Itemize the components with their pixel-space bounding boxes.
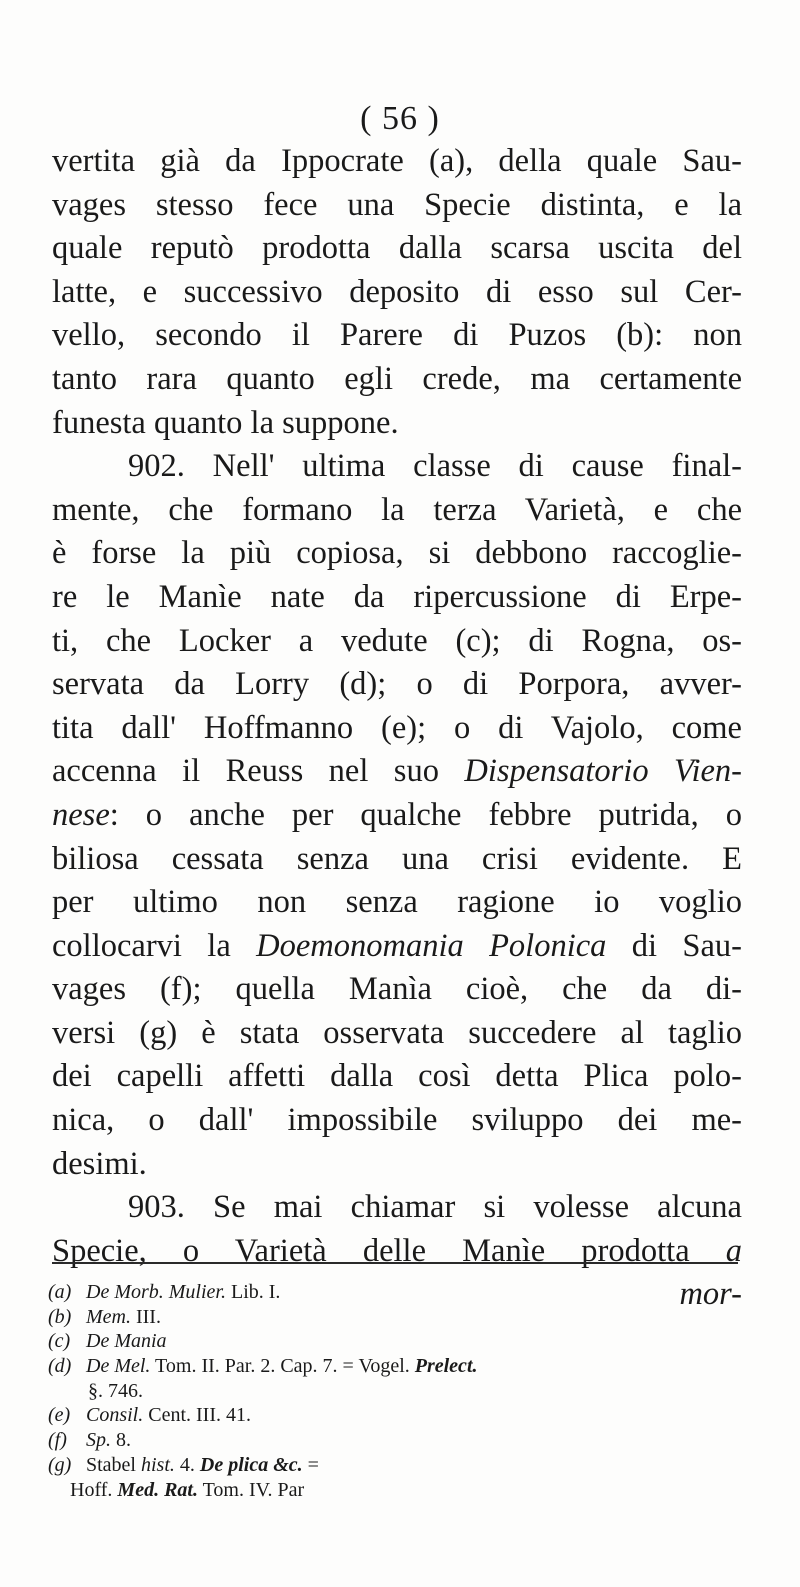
- text-line: servata da Lorry (d); o di Porpora, avver-: [52, 666, 742, 703]
- text-line: è forse la più copiosa, si debbono raccoglie-: [52, 535, 742, 572]
- footnote-mark: (f): [48, 1429, 67, 1452]
- text-line: [52, 794, 742, 838]
- italic-title: Dispensatorio Vien-: [464, 753, 742, 790]
- text-segment: collocarvi la: [52, 927, 257, 964]
- italic-word: a: [725, 1232, 742, 1269]
- text-line: latte, e successivo deposito di esso sul Cer-: [52, 273, 742, 310]
- footnote-ref: Med. Rat.: [117, 1478, 198, 1501]
- footnote-ref: Prelect.: [414, 1355, 478, 1378]
- footnote-mark: (c): [48, 1330, 71, 1353]
- text-line: funesta quanto la suppone.: [52, 404, 399, 441]
- text-line: quale reputò prodotta dalla scarsa uscita del: [52, 230, 742, 267]
- text-line: vages stesso fece una Specie distinta, e la: [52, 186, 742, 223]
- footnote-ref: Consil.: [86, 1404, 144, 1427]
- text-segment: accenna il Reuss nel suo: [52, 753, 465, 790]
- footnote-text: Hoff.: [70, 1478, 118, 1501]
- footnote-e: [48, 1403, 748, 1428]
- text-line: versi (g) è stata osservata succedere al taglio: [52, 1014, 742, 1051]
- text-line: per ultimo non senza ragione io voglio: [52, 884, 742, 921]
- footnote-ref: hist.: [141, 1453, 175, 1476]
- footnote-text: =: [302, 1453, 319, 1476]
- italic-title: Doemonomania Polonica: [256, 927, 607, 964]
- footnotes: [48, 1280, 748, 1502]
- text-line: nica, o dall' impossibile sviluppo dei me-: [52, 1102, 742, 1139]
- footnote-rule: [52, 1262, 738, 1264]
- page-number: ( 56 ): [360, 100, 440, 137]
- text-line: vages (f); quella Manìa cioè, che da di-: [52, 971, 742, 1008]
- footnote-ref: Mem.: [86, 1305, 131, 1328]
- text-line: [52, 750, 742, 794]
- text-line: tanto rara quanto egli crede, ma certamente: [52, 360, 742, 397]
- footnote-ref: De plica &c.: [199, 1453, 303, 1476]
- footnote-c: [48, 1329, 748, 1354]
- text-line: vertita già da Ippocrate (a), della quale Sau-: [52, 143, 742, 179]
- footnote-d: [48, 1354, 748, 1379]
- text-line: mente, che formano la terza Varietà, e che: [52, 491, 742, 528]
- main-text: [52, 140, 742, 1317]
- footnote-a: [48, 1280, 748, 1305]
- text-segment: di Sau-: [606, 927, 742, 964]
- footnote-text: 8.: [111, 1429, 131, 1452]
- footnote-g: [48, 1453, 748, 1478]
- footnote-g-continued: [48, 1478, 748, 1503]
- footnote-mark: (g): [48, 1453, 72, 1476]
- footnote-mark: (b): [48, 1305, 72, 1328]
- italic-title: nese: [52, 796, 110, 833]
- catchword-text: mor-: [679, 1276, 742, 1313]
- text-line: [52, 925, 742, 969]
- text-line: ti, che Locker a vedute (c); di Rogna, os-: [52, 622, 742, 659]
- text-line: re le Manìe nate da ripercussione di Erpe-: [52, 578, 742, 615]
- footnote-mark: (e): [48, 1404, 71, 1427]
- footnote-text: III.: [130, 1305, 161, 1328]
- footnote-text: Tom. IV. Par: [197, 1478, 305, 1501]
- footnote-d-continued: §. 746.: [88, 1379, 143, 1402]
- footnote-f: [48, 1428, 748, 1453]
- text-segment: : o anche per qualche febbre putrida, o: [109, 796, 742, 833]
- text-line: vello, secondo il Parere di Puzos (b): non: [52, 317, 742, 354]
- footnote-text: 4.: [174, 1453, 200, 1476]
- footnote-mark: (a): [48, 1281, 72, 1303]
- footnote-ref: De Morb. Mulier.: [86, 1281, 226, 1303]
- text-line: [52, 1230, 742, 1274]
- text-line: tita dall' Hoffmanno (e); o di Vajolo, come: [52, 709, 742, 746]
- footnote-ref: De Mania: [86, 1330, 167, 1353]
- footnote-mark: (d): [48, 1355, 72, 1378]
- text-segment: Specie, o Varietà delle Manìe prodotta: [52, 1232, 726, 1269]
- paragraph-902-start: 902. Nell' ultima classe di cause final-: [128, 448, 742, 485]
- text-line: desimi.: [52, 1145, 147, 1182]
- text-line: biliosa cessata senza una crisi evidente. E: [52, 840, 742, 877]
- footnote-ref: Sp.: [86, 1429, 111, 1452]
- paragraph-903-start: 903. Se mai chiamar si volesse alcuna: [128, 1189, 742, 1226]
- footnote-text: Tom. II. Par. 2. Cap. 7. = Vogel.: [150, 1355, 415, 1378]
- footnote-b: [48, 1305, 748, 1330]
- footnote-ref: De Mel.: [86, 1355, 151, 1378]
- footnote-text: Lib. I.: [225, 1281, 281, 1303]
- text-line: dei capelli affetti dalla così detta Plica polo-: [52, 1058, 742, 1095]
- footnote-text: Cent. III. 41.: [143, 1404, 252, 1427]
- footnote-text: Stabel: [86, 1453, 141, 1476]
